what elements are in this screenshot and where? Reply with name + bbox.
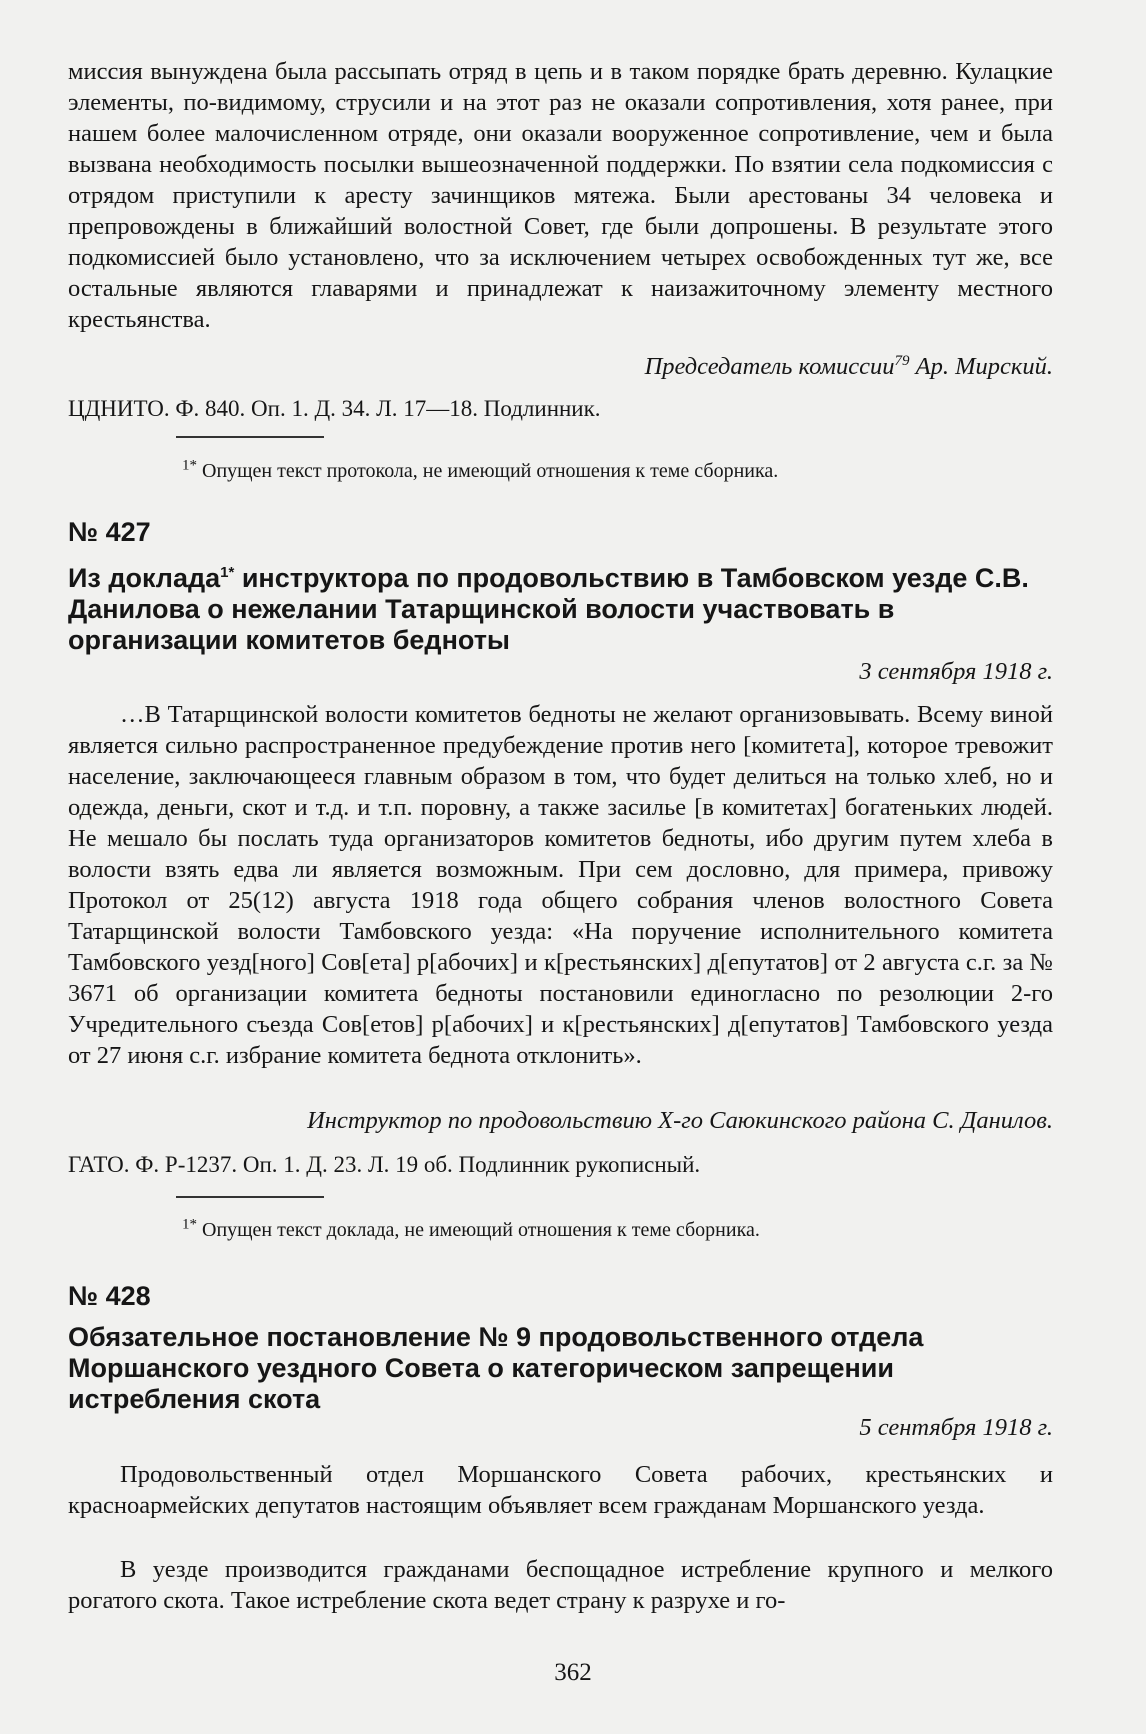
footnote-text: Опущен текст доклада, не имеющий отношения к теме сборника. <box>202 1219 760 1241</box>
footnote-mark: 1* <box>182 1216 197 1233</box>
doc-427-archive: ГАТО. Ф. Р-1237. Оп. 1. Д. 23. Л. 19 об. Подлинник рукописный. <box>68 1152 701 1177</box>
doc-427-title <box>68 563 1053 656</box>
signature-name: Ар. Мирский. <box>909 353 1053 380</box>
prev-doc-footnote <box>182 458 1053 484</box>
prev-doc-signature <box>68 352 1053 382</box>
doc-427-title-note-ref: 1* <box>220 564 235 581</box>
signature-note-ref: 79 <box>894 352 910 369</box>
doc-428-date: 5 сентября 1918 г. <box>859 1414 1053 1441</box>
doc-427-date: 3 сентября 1918 г. <box>859 658 1053 685</box>
footnote-mark: 1* <box>182 457 197 474</box>
prev-doc-body: миссия вынуждена была рассыпать отряд в цепь и в таком порядке брать деревню. Кулацкие элементы, по-видимому, струсили и на этот раз не оказали сопротивления, хотя ранее, при нашем более малочисленном отряде, они оказали вооруженное сопротивление, чем и была вызвана необходимость посылки вышеозначенной поддержки. По взятии села подкомиссия с отрядом приступили к аресту зачинщиков мятежа. Были арестованы 34 человека и препровождены в ближайший волостной Совет, где были допрошены. В результате этого подкомиссией было установлено, что за исключением четырех освобожденных тут же, все остальные являются главарями и принадлежат к наизажиточному элементу местного крестьянства. <box>68 58 1053 333</box>
doc-427-title-rest: инструктора по продовольствию в Тамбовском уезде С.В. Данилова о нежелании Татарщинской волости участвовать в организации комитетов бедноты <box>68 563 1029 655</box>
signature-title: Председатель комиссии <box>644 353 895 380</box>
doc-428-paragraph-2: В уезде производится гражданами беспощадное истребление крупного и мелкого рогатого скота. Такое истребление скота ведет страну к разрухе и го- <box>68 1556 1053 1614</box>
doc-427-title-start: Из доклада <box>68 563 221 593</box>
page-number: 362 <box>554 1659 592 1686</box>
doc-428-paragraph-1: Продовольственный отдел Моршанского Совета рабочих, крестьянских и красноармейских депутатов настоящим объявляет всем гражданам Моршанского уезда. <box>68 1461 1053 1519</box>
doc-428-title: Обязательное постановление № 9 продовольственного отдела Моршанского уездного Совета о категорическом запрещении истребления скота <box>68 1322 924 1414</box>
doc-428-number: № 428 <box>68 1281 151 1311</box>
prev-doc-footnote-rule <box>68 436 1053 438</box>
footnote-text: Опущен текст протокола, не имеющий отношения к теме сборника. <box>202 460 779 482</box>
doc-427-footnote-rule <box>68 1196 1053 1198</box>
doc-427-body: …В Татарщинской волости комитетов бедноты не желают организовывать. Всему виной является сильно распространенное предубеждение против него [комитета], которое тревожит население, заключающееся главным образом в том, что будет делиться на только хлеб, но и одежда, деньги, скот и т.д. и т.п. поровну, а также засилье [в комитетах] богатеньких людей. Не мешало бы послать туда организаторов комитетов бедноты, ибо другим путем хлеба в волости взять едва ли является возможным. При сем дословно, для примера, привожу Протокол от 25(12) августа 1918 года общего собрания членов волостного Совета Татарщинской волости Тамбовского уезда: «На поручение исполнительного комитета Тамбовского уезд[ного] Сов[ета] р[абочих] и к[рестьянских] д[епутатов] от 2 августа с.г. за № 3671 об организации комитета бедноты постановили единогласно по резолюции 2-го Учредительного съезда Сов[етов] р[абочих] и к[рестьянских] д[епутатов] Тамбовского уезда от 27 июня с.г. избрание комитета беднота отклонить». <box>68 701 1053 1069</box>
doc-427-number: № 427 <box>68 517 151 547</box>
doc-427-footnote <box>182 1217 1053 1243</box>
doc-427-signature: Инструктор по продовольствию Х-го Саюкинского района С. Данилов. <box>307 1107 1053 1134</box>
prev-doc-archive: ЦДНИТО. Ф. 840. Оп. 1. Д. 34. Л. 17—18. Подлинник. <box>68 396 601 421</box>
